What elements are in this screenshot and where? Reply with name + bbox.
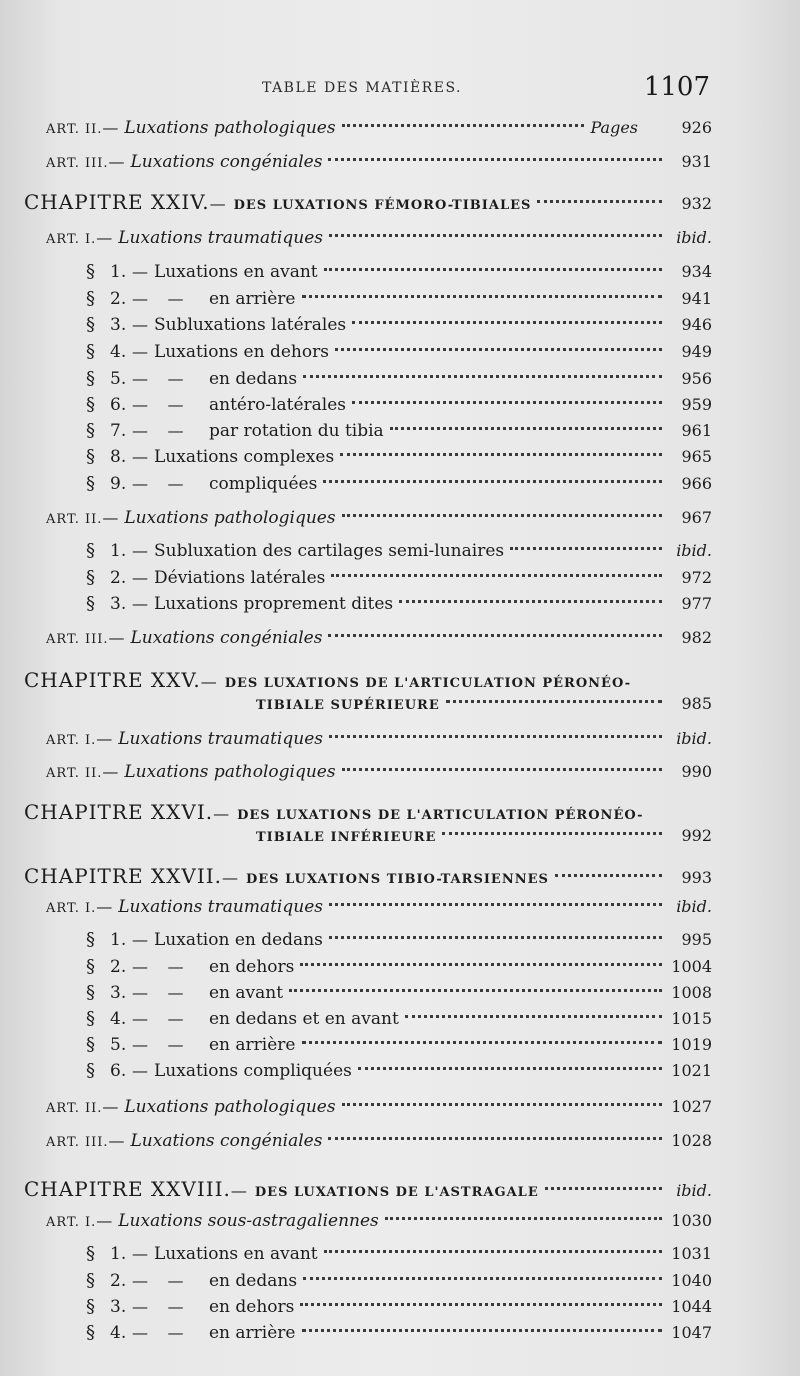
separator: — (132, 568, 148, 587)
section-title: Subluxation des cartilages semi-lunaires (154, 541, 505, 561)
ditto-mark: — (167, 1297, 184, 1316)
dot-leader (352, 401, 662, 404)
toc-entry (86, 567, 712, 591)
section-symbol: § (86, 593, 95, 614)
chapter-title: DES LUXATIONS FÉMORO-TIBIALES (233, 198, 532, 213)
section-number: 5. (110, 369, 127, 389)
toc-entry (86, 1322, 712, 1346)
separator: — (108, 152, 125, 171)
ditto-mark: — (167, 369, 184, 388)
section-symbol: § (86, 473, 95, 494)
dot-leader (446, 700, 662, 703)
ditto-mark: — (167, 983, 184, 1002)
page-ref: 1019 (671, 1035, 712, 1054)
article-label: ART. II. (46, 512, 103, 527)
separator: — (132, 369, 148, 388)
separator: — (132, 1297, 148, 1316)
section-number: 2. (110, 289, 127, 309)
article-label: ART. III. (46, 632, 109, 647)
section-number: 1. (110, 930, 127, 950)
article-title: Luxations congéniales (130, 152, 323, 172)
section-symbol: § (86, 368, 95, 389)
section-number: 4. (110, 342, 127, 362)
article-title: Luxations traumatiques (118, 897, 323, 917)
ditto-mark: — (167, 1009, 184, 1028)
section-symbol: § (86, 420, 95, 441)
dot-leader (537, 200, 662, 203)
toc-entry (24, 864, 712, 888)
toc-entry (86, 368, 712, 392)
section-number: 4. (110, 1009, 127, 1029)
section-symbol: § (86, 261, 95, 282)
page-ref: 949 (681, 342, 712, 361)
article-title: Luxations pathologiques (124, 1097, 336, 1117)
dot-leader (328, 158, 662, 161)
dot-leader (328, 1137, 662, 1140)
toc-entry (46, 1097, 712, 1121)
article-label: ART. I. (46, 733, 97, 748)
separator: — (96, 729, 113, 748)
toc-entry (24, 668, 712, 692)
section-number: 1. (110, 541, 127, 561)
toc-entry (46, 1211, 712, 1235)
dot-leader (302, 1041, 663, 1044)
separator: — (132, 1035, 148, 1054)
dot-leader (335, 348, 662, 351)
separator: — (108, 1131, 125, 1150)
separator: — (230, 1181, 247, 1200)
toc-entry (46, 118, 712, 142)
chapter-label: CHAPITRE XXVI. (24, 800, 214, 824)
ditto-mark: — (167, 957, 184, 976)
toc-entry (86, 1008, 712, 1032)
chapter-title-continued: TIBIALE SUPÉRIEURE (256, 698, 440, 713)
chapter-title: DES LUXATIONS DE L'ASTRAGALE (254, 1185, 539, 1200)
chapter-title: DES LUXATIONS DE L'ARTICULATION PÉRONÉO- (237, 808, 644, 823)
toc-entry (46, 152, 712, 176)
page-ref: ibid. (676, 897, 712, 916)
section-number: 8. (110, 447, 127, 467)
section-title: en dehors (209, 957, 295, 977)
section-symbol: § (86, 1008, 95, 1029)
dot-leader (324, 1250, 662, 1253)
toc-entry (86, 1270, 712, 1294)
section-title: Déviations latérales (154, 568, 326, 588)
section-number: 3. (110, 594, 127, 614)
toc-entry (86, 314, 712, 338)
section-title: en arrière (209, 1323, 296, 1343)
running-title: TABLE DES MATIÈRES. (262, 80, 462, 96)
toc-entry (86, 1034, 712, 1058)
section-symbol: § (86, 314, 95, 335)
article-label: ART. II. (46, 1101, 103, 1116)
toc-entry (46, 228, 712, 252)
section-symbol: § (86, 1060, 95, 1081)
section-number: 4. (110, 1323, 127, 1343)
page-ref: 1021 (671, 1061, 712, 1080)
dot-leader (289, 989, 662, 992)
page-ref: 972 (681, 568, 712, 587)
section-title: en arrière (209, 1035, 296, 1055)
separator: — (102, 762, 119, 781)
dot-leader (510, 547, 662, 550)
toc-entry (86, 956, 712, 980)
section-title: en avant (209, 983, 284, 1003)
toc-entry (86, 473, 712, 497)
section-symbol: § (86, 1270, 95, 1291)
ditto-mark: — (167, 1323, 184, 1342)
section-number: 2. (110, 1271, 127, 1291)
section-number: 3. (110, 315, 127, 335)
separator: — (132, 930, 148, 949)
dot-leader (342, 1103, 662, 1106)
page-ref: 965 (681, 447, 712, 466)
section-symbol: § (86, 288, 95, 309)
toc-entry (86, 540, 712, 564)
separator: — (213, 804, 230, 823)
page-ref: 982 (681, 628, 712, 647)
section-title: Luxations compliquées (154, 1061, 352, 1081)
section-title: Luxations en avant (154, 262, 318, 282)
separator: — (132, 1323, 148, 1342)
separator: — (132, 342, 148, 361)
dot-leader (352, 321, 662, 324)
page-ref: 961 (681, 421, 712, 440)
section-symbol: § (86, 982, 95, 1003)
toc-entry (24, 800, 712, 824)
section-number: 6. (110, 1061, 127, 1081)
separator: — (132, 474, 148, 493)
section-title: en arrière (209, 289, 296, 309)
toc-entry (46, 762, 712, 786)
page-ref: 1040 (671, 1271, 712, 1290)
separator: — (96, 228, 113, 247)
dot-leader (328, 634, 662, 637)
chapter-title: DES LUXATIONS DE L'ARTICULATION PÉRONÉO- (224, 676, 632, 691)
chapter-label: CHAPITRE XXVIII. (24, 1177, 231, 1201)
section-title: en dehors (209, 1297, 295, 1317)
section-number: 7. (110, 421, 127, 441)
separator: — (132, 289, 148, 308)
section-number: 2. (110, 568, 127, 588)
ditto-mark: — (167, 395, 184, 414)
toc-entry (86, 929, 712, 953)
toc-entry (24, 190, 712, 214)
page-ref: 932 (681, 194, 712, 213)
section-symbol: § (86, 1296, 95, 1317)
dot-leader (324, 268, 662, 271)
section-title: compliquées (209, 474, 318, 494)
toc-entry (46, 508, 712, 532)
page-ref: 1004 (671, 957, 712, 976)
dot-leader (342, 768, 662, 771)
dot-leader (545, 1187, 662, 1190)
toc-entry (46, 1131, 712, 1155)
dot-leader (323, 480, 662, 483)
dot-leader (342, 514, 662, 517)
ditto-mark: — (167, 1271, 184, 1290)
article-title: Luxations traumatiques (118, 729, 323, 749)
dot-leader (329, 735, 662, 738)
separator: — (102, 508, 119, 527)
toc-entry (46, 628, 712, 652)
toc-entry (86, 394, 712, 418)
ditto-mark: — (167, 1035, 184, 1054)
page-ref: 966 (681, 474, 712, 493)
page-ref: ibid. (676, 1181, 712, 1200)
section-symbol: § (86, 567, 95, 588)
separator: — (96, 897, 113, 916)
separator: — (132, 421, 148, 440)
article-label: ART. I. (46, 232, 97, 247)
toc-entry (86, 982, 712, 1006)
article-title: Luxations congéniales (130, 628, 323, 648)
toc-entry (86, 341, 712, 365)
toc-entry (24, 1177, 712, 1201)
article-title: Luxations pathologiques (124, 508, 336, 528)
dot-leader (555, 874, 662, 877)
section-title: Subluxations latérales (154, 315, 347, 335)
page-ref: 995 (681, 930, 712, 949)
section-title: en dedans (209, 369, 298, 389)
page-ref: 985 (681, 694, 712, 713)
section-number: 5. (110, 1035, 127, 1055)
toc-entry (86, 261, 712, 285)
section-number: 3. (110, 983, 127, 1003)
separator: — (132, 447, 148, 466)
article-label: ART. I. (46, 1215, 97, 1230)
section-symbol: § (86, 540, 95, 561)
section-symbol: § (86, 929, 95, 950)
dot-leader (405, 1015, 662, 1018)
dot-leader (399, 600, 662, 603)
section-symbol: § (86, 1243, 95, 1264)
separator: — (132, 315, 148, 334)
dot-leader (300, 963, 662, 966)
separator: — (108, 628, 125, 647)
page-ref: 990 (681, 762, 712, 781)
separator: — (132, 395, 148, 414)
toc-entry (86, 1243, 712, 1267)
article-title: Luxations pathologiques (124, 118, 336, 138)
separator: — (132, 262, 148, 281)
toc-entry (256, 826, 712, 850)
chapter-title-continued: TIBIALE INFÉRIEURE (256, 830, 437, 845)
dot-leader (390, 427, 662, 430)
separator: — (200, 672, 217, 691)
section-number: 6. (110, 395, 127, 415)
separator: — (96, 1211, 113, 1230)
toc-entry (86, 1060, 712, 1084)
article-label: ART. II. (46, 766, 103, 781)
ditto-mark: — (167, 474, 184, 493)
page-ref: 946 (681, 315, 712, 334)
toc-entry (46, 897, 712, 921)
page-ref: 959 (681, 395, 712, 414)
dot-leader (300, 1303, 662, 1306)
page-ref: ibid. (676, 228, 712, 247)
separator: — (132, 541, 148, 560)
dot-leader (329, 936, 662, 939)
page-ref: 967 (681, 508, 712, 527)
toc-entry (86, 288, 712, 312)
section-number: 3. (110, 1297, 127, 1317)
page-ref: 1028 (671, 1131, 712, 1150)
separator: — (221, 868, 238, 887)
section-title: Luxation en dedans (154, 930, 323, 950)
page-ref: 993 (681, 868, 712, 887)
dot-leader (340, 453, 662, 456)
page-ref: 1031 (671, 1244, 712, 1263)
toc-entry (46, 729, 712, 753)
dot-leader (302, 295, 663, 298)
toc-entry (256, 694, 712, 718)
section-title: antéro-latérales (209, 395, 347, 415)
dot-leader (385, 1217, 662, 1220)
page-ref: 1030 (671, 1211, 712, 1230)
pages-label: Pages (590, 118, 638, 137)
section-symbol: § (86, 446, 95, 467)
section-number: 1. (110, 1244, 127, 1264)
page-ref: 1015 (671, 1009, 712, 1028)
section-symbol: § (86, 341, 95, 362)
dot-leader (302, 1329, 663, 1332)
section-title: Luxations proprement dites (154, 594, 394, 614)
section-title: Luxations en dehors (154, 342, 329, 362)
article-title: Luxations sous-astragaliennes (118, 1211, 379, 1231)
dot-leader (442, 832, 662, 835)
section-number: 2. (110, 957, 127, 977)
page-ref: 992 (681, 826, 712, 845)
separator: — (132, 957, 148, 976)
dot-leader (342, 124, 585, 127)
article-title: Luxations congéniales (130, 1131, 323, 1151)
chapter-label: CHAPITRE XXV. (24, 668, 201, 692)
toc-entry (86, 446, 712, 470)
page-ref: ibid. (676, 541, 712, 560)
ditto-mark: — (167, 289, 184, 308)
page-ref: 1047 (671, 1323, 712, 1342)
section-symbol: § (86, 1322, 95, 1343)
separator: — (102, 1097, 119, 1116)
article-label: ART. I. (46, 901, 97, 916)
separator: — (132, 983, 148, 1002)
separator: — (132, 1009, 148, 1028)
article-title: Luxations pathologiques (124, 762, 336, 782)
ditto-mark: — (167, 421, 184, 440)
page-number: 1107 (643, 72, 710, 102)
page-ref: ibid. (676, 729, 712, 748)
page-ref: 934 (681, 262, 712, 281)
page-ref: 1044 (671, 1297, 712, 1316)
separator: — (102, 118, 119, 137)
section-symbol: § (86, 394, 95, 415)
page-ref: 926 (681, 118, 712, 137)
page-ref: 956 (681, 369, 712, 388)
article-label: ART. III. (46, 1135, 109, 1150)
separator: — (132, 1061, 148, 1080)
separator: — (209, 194, 226, 213)
dot-leader (358, 1067, 662, 1070)
section-number: 1. (110, 262, 127, 282)
chapter-label: CHAPITRE XXIV. (24, 190, 210, 214)
dot-leader (329, 903, 662, 906)
chapter-title: DES LUXATIONS TIBIO-TARSIENNES (245, 872, 549, 887)
toc-entry (86, 420, 712, 444)
page-ref: 1027 (671, 1097, 712, 1116)
article-label: ART. II. (46, 122, 103, 137)
chapter-label: CHAPITRE XXVII. (24, 864, 222, 888)
article-label: ART. III. (46, 156, 109, 171)
page-ref: 931 (681, 152, 712, 171)
page-ref: 977 (681, 594, 712, 613)
article-title: Luxations traumatiques (118, 228, 323, 248)
separator: — (132, 1244, 148, 1263)
section-title: Luxations complexes (154, 447, 335, 467)
section-title: par rotation du tibia (209, 421, 384, 441)
section-symbol: § (86, 956, 95, 977)
section-symbol: § (86, 1034, 95, 1055)
section-title: en dedans et en avant (209, 1009, 399, 1029)
dot-leader (303, 375, 662, 378)
section-title: Luxations en avant (154, 1244, 318, 1264)
toc-entry (86, 593, 712, 617)
page-ref: 1008 (671, 983, 712, 1002)
toc-entry (86, 1296, 712, 1320)
section-title: en dedans (209, 1271, 298, 1291)
dot-leader (303, 1277, 662, 1280)
separator: — (132, 594, 148, 613)
page-ref: 941 (681, 289, 712, 308)
section-number: 9. (110, 474, 127, 494)
dot-leader (329, 234, 662, 237)
separator: — (132, 1271, 148, 1290)
dot-leader (331, 574, 662, 577)
